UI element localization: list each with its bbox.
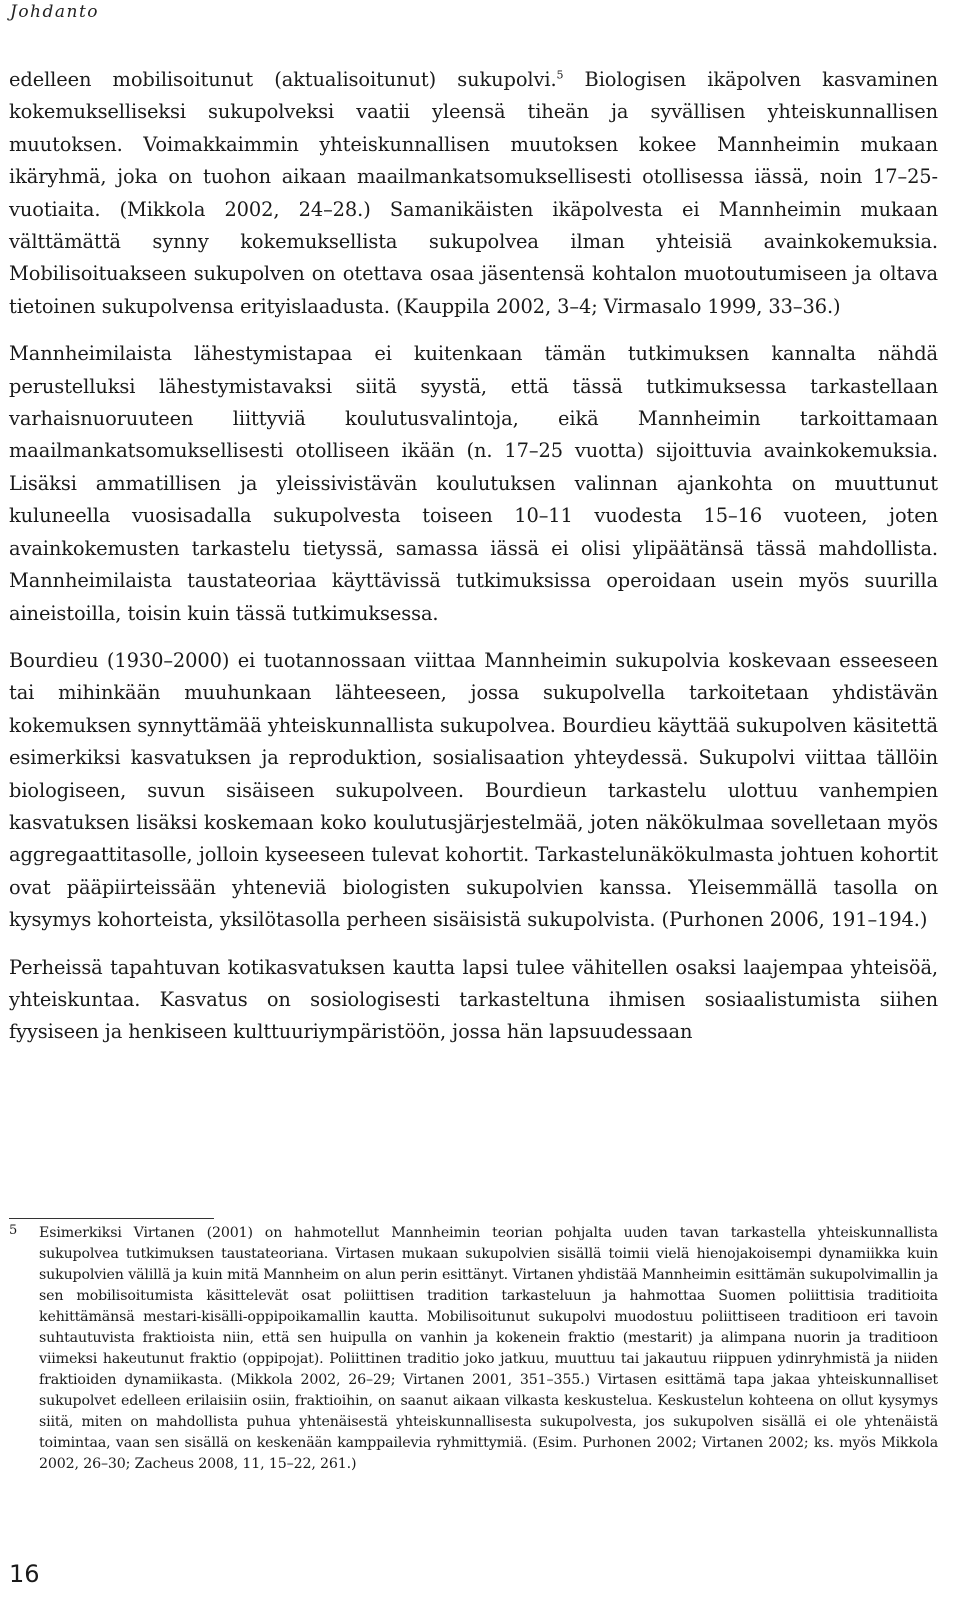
- paragraph-4: Perheissä tapahtuvan kotikasvatuksen kautta lapsi tulee vähitellen osaksi laajempaa yhteisöä, yhteiskuntaa. Kasvatus on sosiologisesti tarkasteltuna ihmisen sosiaalistumista siihen fyysiseen ja henkiseen kulttuuriympäristöön, jossa hän lapsuudessaan: [9, 955, 938, 1044]
- footnote-text: Esimerkiksi Virtanen (2001) on hahmotellut Mannheimin teorian pohjalta uuden tavan tarkastella yhteiskunnallista sukupolvea tutkimuksen taustateoriana. Virtasen mukaan sukupolvien sisällä toimii vielä hienojakoisempi dynamiikka kuin sukupolvien välillä ja kuin mitä Mannheim on alun perin esittänyt. Virtanen yhdistää Mannheimin esittämän sukupolvimallin ja sen mobilisoitumista käsittelevät osat poliittisen tradition tarkasteluun ja hahmottaa Suomen poliittisia traditioita kehittämänsä mestari-kisälli-oppipoikamallin kautta. Mobilisoitunut sukupolvi muodostuu poliittiseen traditioon eri tavoin suhtautuvista fraktioista niin, että sen huipulla on vanhin ja kokenein fraktio (mestarit) ja alimpana nuorin ja traditioon viimeksi hakeutunut fraktio (oppipojat). Poliittinen traditio joko jatkuu, muuttuu tai jakautuu riippuen ydinryhmistä ja niiden fraktioiden dynamiikasta. (Mikkola 2002, 26–29; Virtanen 2001, 351–355.) Virtasen esittämä tapa jakaa yhteiskunnalliset sukupolvet edelleen erilaisiin osiin, fraktioihin, on saanut aikaan vilkasta keskustelua. Keskustelun kohteena on ollut kysymys siitä, miten on mahdollista puhua yhtenäisestä yhteiskunnallisesta sukupolvesta, jos sukupolven sisällä ei ole yhtenäistä toimintaa, vaan sen sisällä on keskenään kamppailevia ryhmittymiä. (Esim. Purhonen 2002; Virtanen 2002; ks. myös Mikkola 2002, 26–30; Zacheus 2008, 11, 15–22, 261.): [39, 1225, 938, 1472]
- paragraph-3: Bourdieu (1930–2000) ei tuotannossaan viittaa Mannheimin sukupolvia koskevaan esseeseen tai mihinkään muuhunkaan lähteeseen, jossa sukupolvella tarkoitetaan yhdistävän kokemuksen synnyttämää yhteiskunnallista sukupolvea. Bourdieu käyttää sukupolven käsitettä esimerkiksi kasvatuksen ja reproduktion, sosialisaation yhteydessä. Sukupolvi viittaa tällöin biologiseen, suvun sisäiseen sukupolveen. Bourdieun tarkastelu ulottuu vanhempien kasvatuksen lisäksi koskemaan koko koulutusjärjestelmää, joten näkökulmaa sovelletaan myös aggregaattitasolle, jolloin kyseeseen tulevat kohortit. Tarkastelunäkökulmasta johtuen kohortit ovat pääpiirteissään yhteneviä biologisten sukupolvien kanssa. Yleisemmällä tasolla on kysymys kohorteista, yksilötasolla perheen sisäisistä sukupolvista. (Purhonen 2006, 191–194.): [9, 648, 938, 932]
- paragraph-1-continued: Biologisen ikäpolven kasvaminen kokemukselliseksi sukupolveksi vaatii yleensä tiheän ja syvällisen yhteiskunnallisen muutoksen. Voimakkaimmin yhteiskunnallisen muutoksen kokee Mannheimin mukaan ikäryhmä, joka on tuohon aikaan maailmankatsomuksellisesti otollisessa iässä, noin 17–25-vuotiaita. (Mikkola 2002, 24–28.) Samanikäisten ikäpolvesta ei Mannheimin mukaan välttämättä synny kokemuksellista sukupolvea ilman yhteisiä avainkokemuksia. Mobilisoituakseen sukupolven on otettava osaa jäsentensä kohtalon muotoutumiseen ja oltava tietoinen sukupolvensa erityislaadusta. (Kauppila 2002, 3–4; Virmasalo 1999, 33–36.): [9, 68, 938, 318]
- running-head: Johdanto: [10, 2, 100, 22]
- page-number: 16: [9, 1560, 40, 1588]
- footnote: [9, 1223, 938, 1475]
- footnote-reference[interactable]: 5: [556, 68, 564, 82]
- paragraph-1-text: edelleen mobilisoitunut (aktualisoitunut) sukupolvi.: [9, 68, 557, 91]
- paragraph-1: [9, 64, 938, 323]
- main-text: [9, 64, 938, 1064]
- paragraph-2: Mannheimilaista lähestymistapaa ei kuitenkaan tämän tutkimuksen kannalta nähdä perustelluksi lähestymistavaksi siitä syystä, että tässä tutkimuksessa tarkastellaan varhaisnuoruuteen liittyviä koulutusvalintoja, eikä Mannheimin tarkoittamaan maailmankatsomuksellisesti otolliseen ikään (n. 17–25 vuotta) sijoittuvia avainkokemuksia. Lisäksi ammatillisen ja yleissivistävän koulutuksen valinnan ajankohta on muuttunut kuluneella vuosisadalla sukupolvesta toiseen 10–11 vuodesta 15–16 vuoteen, joten avainkokemusten tarkastelu tietyssä, samassa iässä ei olisi ylipäätänsä tässä mahdollista. Mannheimilaista taustateoriaa käyttävissä tutkimuksissa operoidaan usein myös suurilla aineistoilla, toisin kuin tässä tutkimuksessa.: [9, 342, 938, 625]
- footnote-marker: 5: [9, 1223, 18, 1238]
- footnote-divider: [9, 1218, 214, 1219]
